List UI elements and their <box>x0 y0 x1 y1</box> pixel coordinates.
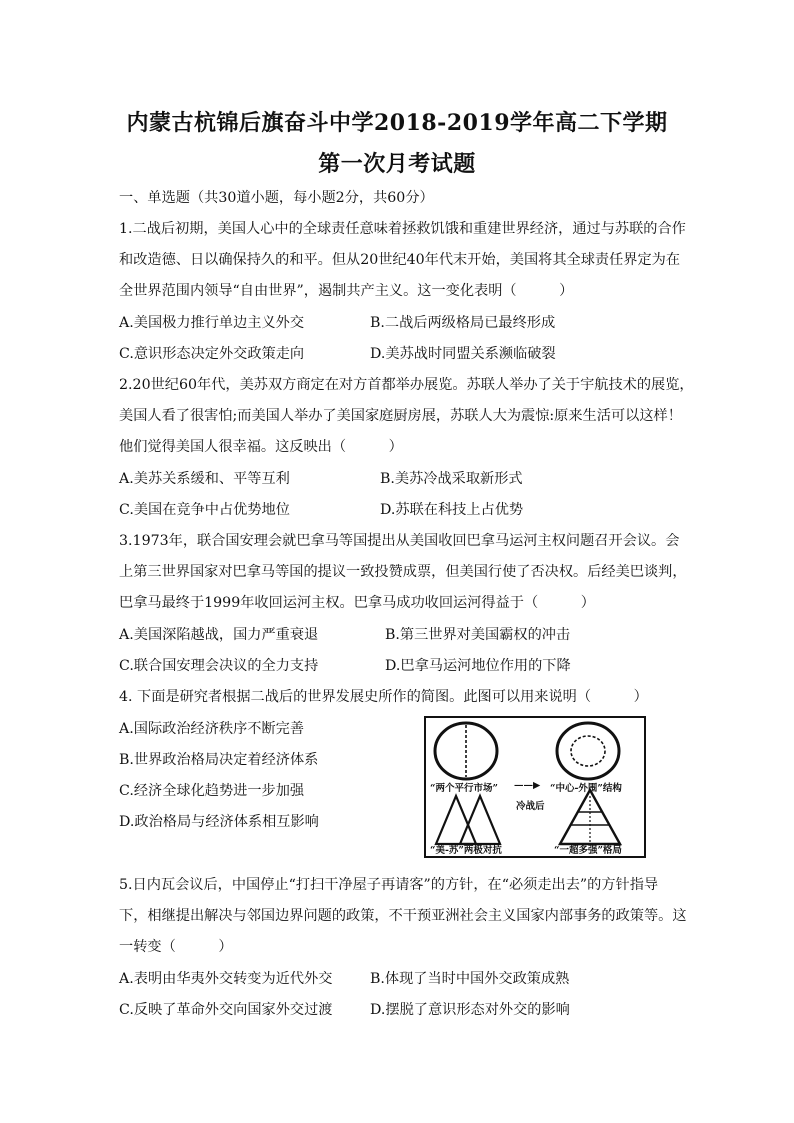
question-3-line-2: 上第三世界国家对巴拿马等国的提议一致投赞成票，但美国行使了否决权。后经美巴谈判， <box>119 564 687 580</box>
question-3-option-c: C.联合国安理会决议的全力支持 <box>119 658 319 674</box>
center-periphery-circle <box>557 723 619 779</box>
label-center-periphery: “中心-外围”结构 <box>550 783 622 794</box>
question-2-option-b: B.美苏冷战采取新形式 <box>380 471 523 487</box>
label-us-soviet-bipolar: “美-苏”两极对抗 <box>430 845 502 856</box>
question-1-option-a: A.美国极力推行单边主义外交 <box>119 315 305 331</box>
question-5-line-3: 一转变（ ） <box>119 939 233 955</box>
world-structure-diagram <box>424 716 646 858</box>
label-one-superpower: “一超多强”格局 <box>554 845 622 856</box>
center-core-circle <box>571 736 605 766</box>
question-4-option-c: C.经济全球化趋势进一步加强 <box>119 783 305 799</box>
label-post-cold-war: 冷战后 <box>516 801 545 812</box>
question-3-option-d: D.巴拿马运河地位作用的下降 <box>385 658 571 674</box>
question-5-option-c: C.反映了革命外交向国家外交过渡 <box>119 1002 333 1018</box>
question-3-line-1: 3.1973年，联合国安理会就巴拿马等国提出从美国收回巴拿马运河主权问题召开会议。会 <box>119 533 680 549</box>
question-1-line-1: 1.二战后初期，美国人心中的全球责任意味着拯救饥饿和重建世界经济，通过与苏联的合作 <box>119 221 686 237</box>
question-2-option-c: C.美国在竞争中占优势地位 <box>119 502 290 518</box>
page-title-line-1: 内蒙古杭锦后旗奋斗中学2018-2019学年高二下学期 <box>126 110 668 136</box>
page-title-line-2: 第一次月考试题 <box>318 151 476 177</box>
question-4-option-b: B.世界政治格局决定着经济体系 <box>119 752 319 768</box>
question-2-option-a: A.美苏关系缓和、平等互利 <box>119 471 290 487</box>
question-5-option-a: A.表明由华夷外交转变为近代外交 <box>119 971 333 987</box>
label-two-parallel-markets: “两个平行市场” <box>430 783 498 794</box>
question-4-option-d: D.政治格局与经济体系相互影响 <box>119 814 319 830</box>
question-1-option-c: C.意识形态决定外交政策走向 <box>119 346 305 362</box>
question-2-line-1: 2.20世纪60年代，美苏双方商定在对方首都举办展览。苏联人举办了关于宇航技术的展览， <box>119 377 694 393</box>
question-5-line-1: 5.日内瓦会议后，中国停止“打扫干净屋子再请客”的方针，在“必须走出去”的方针指导 <box>119 877 659 893</box>
question-3-option-a: A.美国深陷越战，国力严重衰退 <box>119 627 319 643</box>
question-5-line-2: 下，相继提出解决与邻国边界问题的政策，不干预亚洲社会主义国家内部事务的政策等。这 <box>119 908 687 924</box>
question-2-line-3: 他们觉得美国人很幸福。这反映出（ ） <box>119 439 403 455</box>
question-4-option-a: A.国际政治经济秩序不断完善 <box>119 721 305 737</box>
question-3-option-b: B.第三世界对美国霸权的冲击 <box>385 627 571 643</box>
question-4-line-1: 4. 下面是研究者根据二战后的世界发展史所作的简图。此图可以用来说明（ ） <box>119 689 648 705</box>
question-5-option-b: B.体现了当时中国外交政策成熟 <box>370 971 570 987</box>
label-arrow: ——▶ <box>514 780 541 791</box>
question-1-option-d: D.美苏战时同盟关系濒临破裂 <box>370 346 556 362</box>
question-1-line-2: 和改造德、日以确保持久的和平。但从20世纪40年代末开始，美国将其全球责任界定为在 <box>119 252 681 268</box>
question-5-option-d: D.摆脱了意识形态对外交的影响 <box>370 1002 570 1018</box>
question-3-line-3: 巴拿马最终于1999年收回运河主权。巴拿马成功收回运河得益于（ ） <box>119 595 595 611</box>
question-2-line-2: 美国人看了很害怕;而美国人举办了美国家庭厨房展，苏联人大为震惊:原来生活可以这样！ <box>119 408 682 424</box>
question-1-option-b: B.二战后两级格局已最终形成 <box>370 315 556 331</box>
section-heading: 一、单选题（共30道小题，每小题2分，共60分） <box>119 190 434 206</box>
question-2-option-d: D.苏联在科技上占优势 <box>380 502 524 518</box>
question-1-line-3: 全世界范围内领导“自由世界”，遏制共产主义。这一变化表明（ ） <box>119 283 574 299</box>
